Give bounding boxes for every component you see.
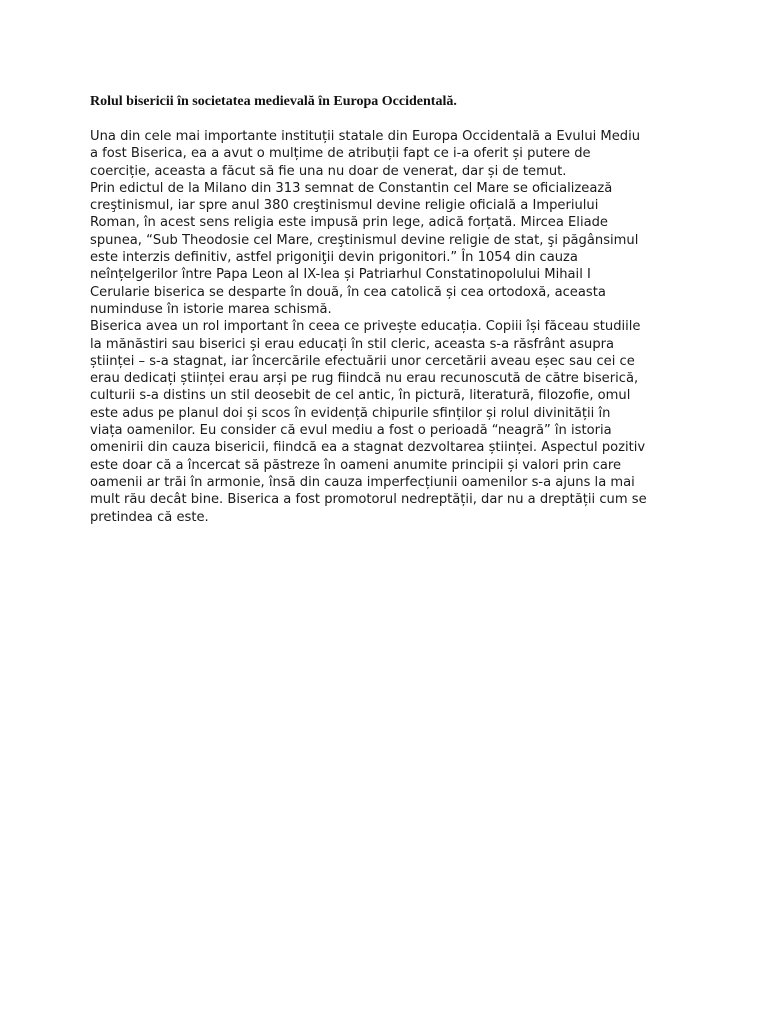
text-line: este adus pe planul doi și scos în evidență chipurile sfinților și rolul divinității în — [90, 405, 611, 421]
text-line: mult rău decât bine. Biserica a fost promotorul nedreptății, dar nu a dreptății cum se — [90, 492, 647, 508]
text-line: la mănăstiri sau biserici și erau educați în stil cleric, aceasta s-a răsfrânt asupra — [90, 336, 615, 352]
text-line: coerciție, aceasta a făcut să fie una nu doar de venerat, dar și de temut. — [90, 163, 567, 179]
text-line: a fost Biserica, ea a avut o mulțime de atribuții fapt ce i-a oferit și putere de — [90, 146, 591, 162]
text-line: erau dedicați științei erau arși pe rug fiindcă nu erau recunoscută de către biserică, — [90, 371, 639, 387]
text-line: viața oamenilor. Eu consider că evul mediu a fost o perioadă “neagră” în istoria — [90, 423, 612, 439]
text-line: Prin edictul de la Milano din 313 semnat de Constantin cel Mare se oficializează — [90, 180, 613, 196]
text-line: oamenii ar trăi în armonie, însă din cauza imperfecțiunii oamenilor s-a ajuns la mai — [90, 474, 635, 490]
text-line: Biserica avea un rol important în ceea ce privește educația. Copiii își făceau studiile — [90, 319, 641, 335]
text-line: creştinismul, iar spre anul 380 creştinismul devine religie oficială a Imperiului — [90, 198, 599, 214]
text-line: pretindea că este. — [90, 509, 209, 525]
text-line: este interzis definitiv, astfel prigoniţii devin prigonitori.” În 1054 din cauza — [90, 250, 578, 266]
text-line: științei – s-a stagnat, iar încercările efectuării unor cercetării aveau eșec sau cei ce — [90, 353, 635, 369]
text-line: Una din cele mai importante instituții statale din Europa Occidentală a Evului Mediu — [90, 129, 641, 144]
document-title: Rolul bisericii în societatea medievală în Europa Occidentală. — [90, 94, 457, 109]
text-line: este doar că a încercat să păstreze în oameni anumite principii și valori prin care — [90, 457, 622, 473]
text-line: neînțelgerilor între Papa Leon al IX-lea și Patriarhul Constatinopolului Mihail I — [90, 267, 591, 283]
text-line: Roman, în acest sens religia este impusă prin lege, adică forțată. Mircea Eliade — [90, 215, 608, 231]
text-line: omenirii din cauza bisericii, fiindcă ea a stagnat dezvoltarea științei. Aspectul pozitiv — [90, 440, 646, 456]
text-line: culturii s-a distins un stil deosebit de cel antic, în pictură, literatură, filozofie, omul — [90, 388, 631, 404]
document-body — [90, 128, 690, 526]
text-line: numinduse în istorie marea schismă. — [90, 301, 332, 317]
text-line: spunea, “Sub Theodosie cel Mare, creştinismul devine religie de stat, şi păgânsimul — [90, 232, 639, 248]
text-line: Cerularie biserica se desparte în două, în cea catolică și cea ortodoxă, aceasta — [90, 284, 606, 300]
